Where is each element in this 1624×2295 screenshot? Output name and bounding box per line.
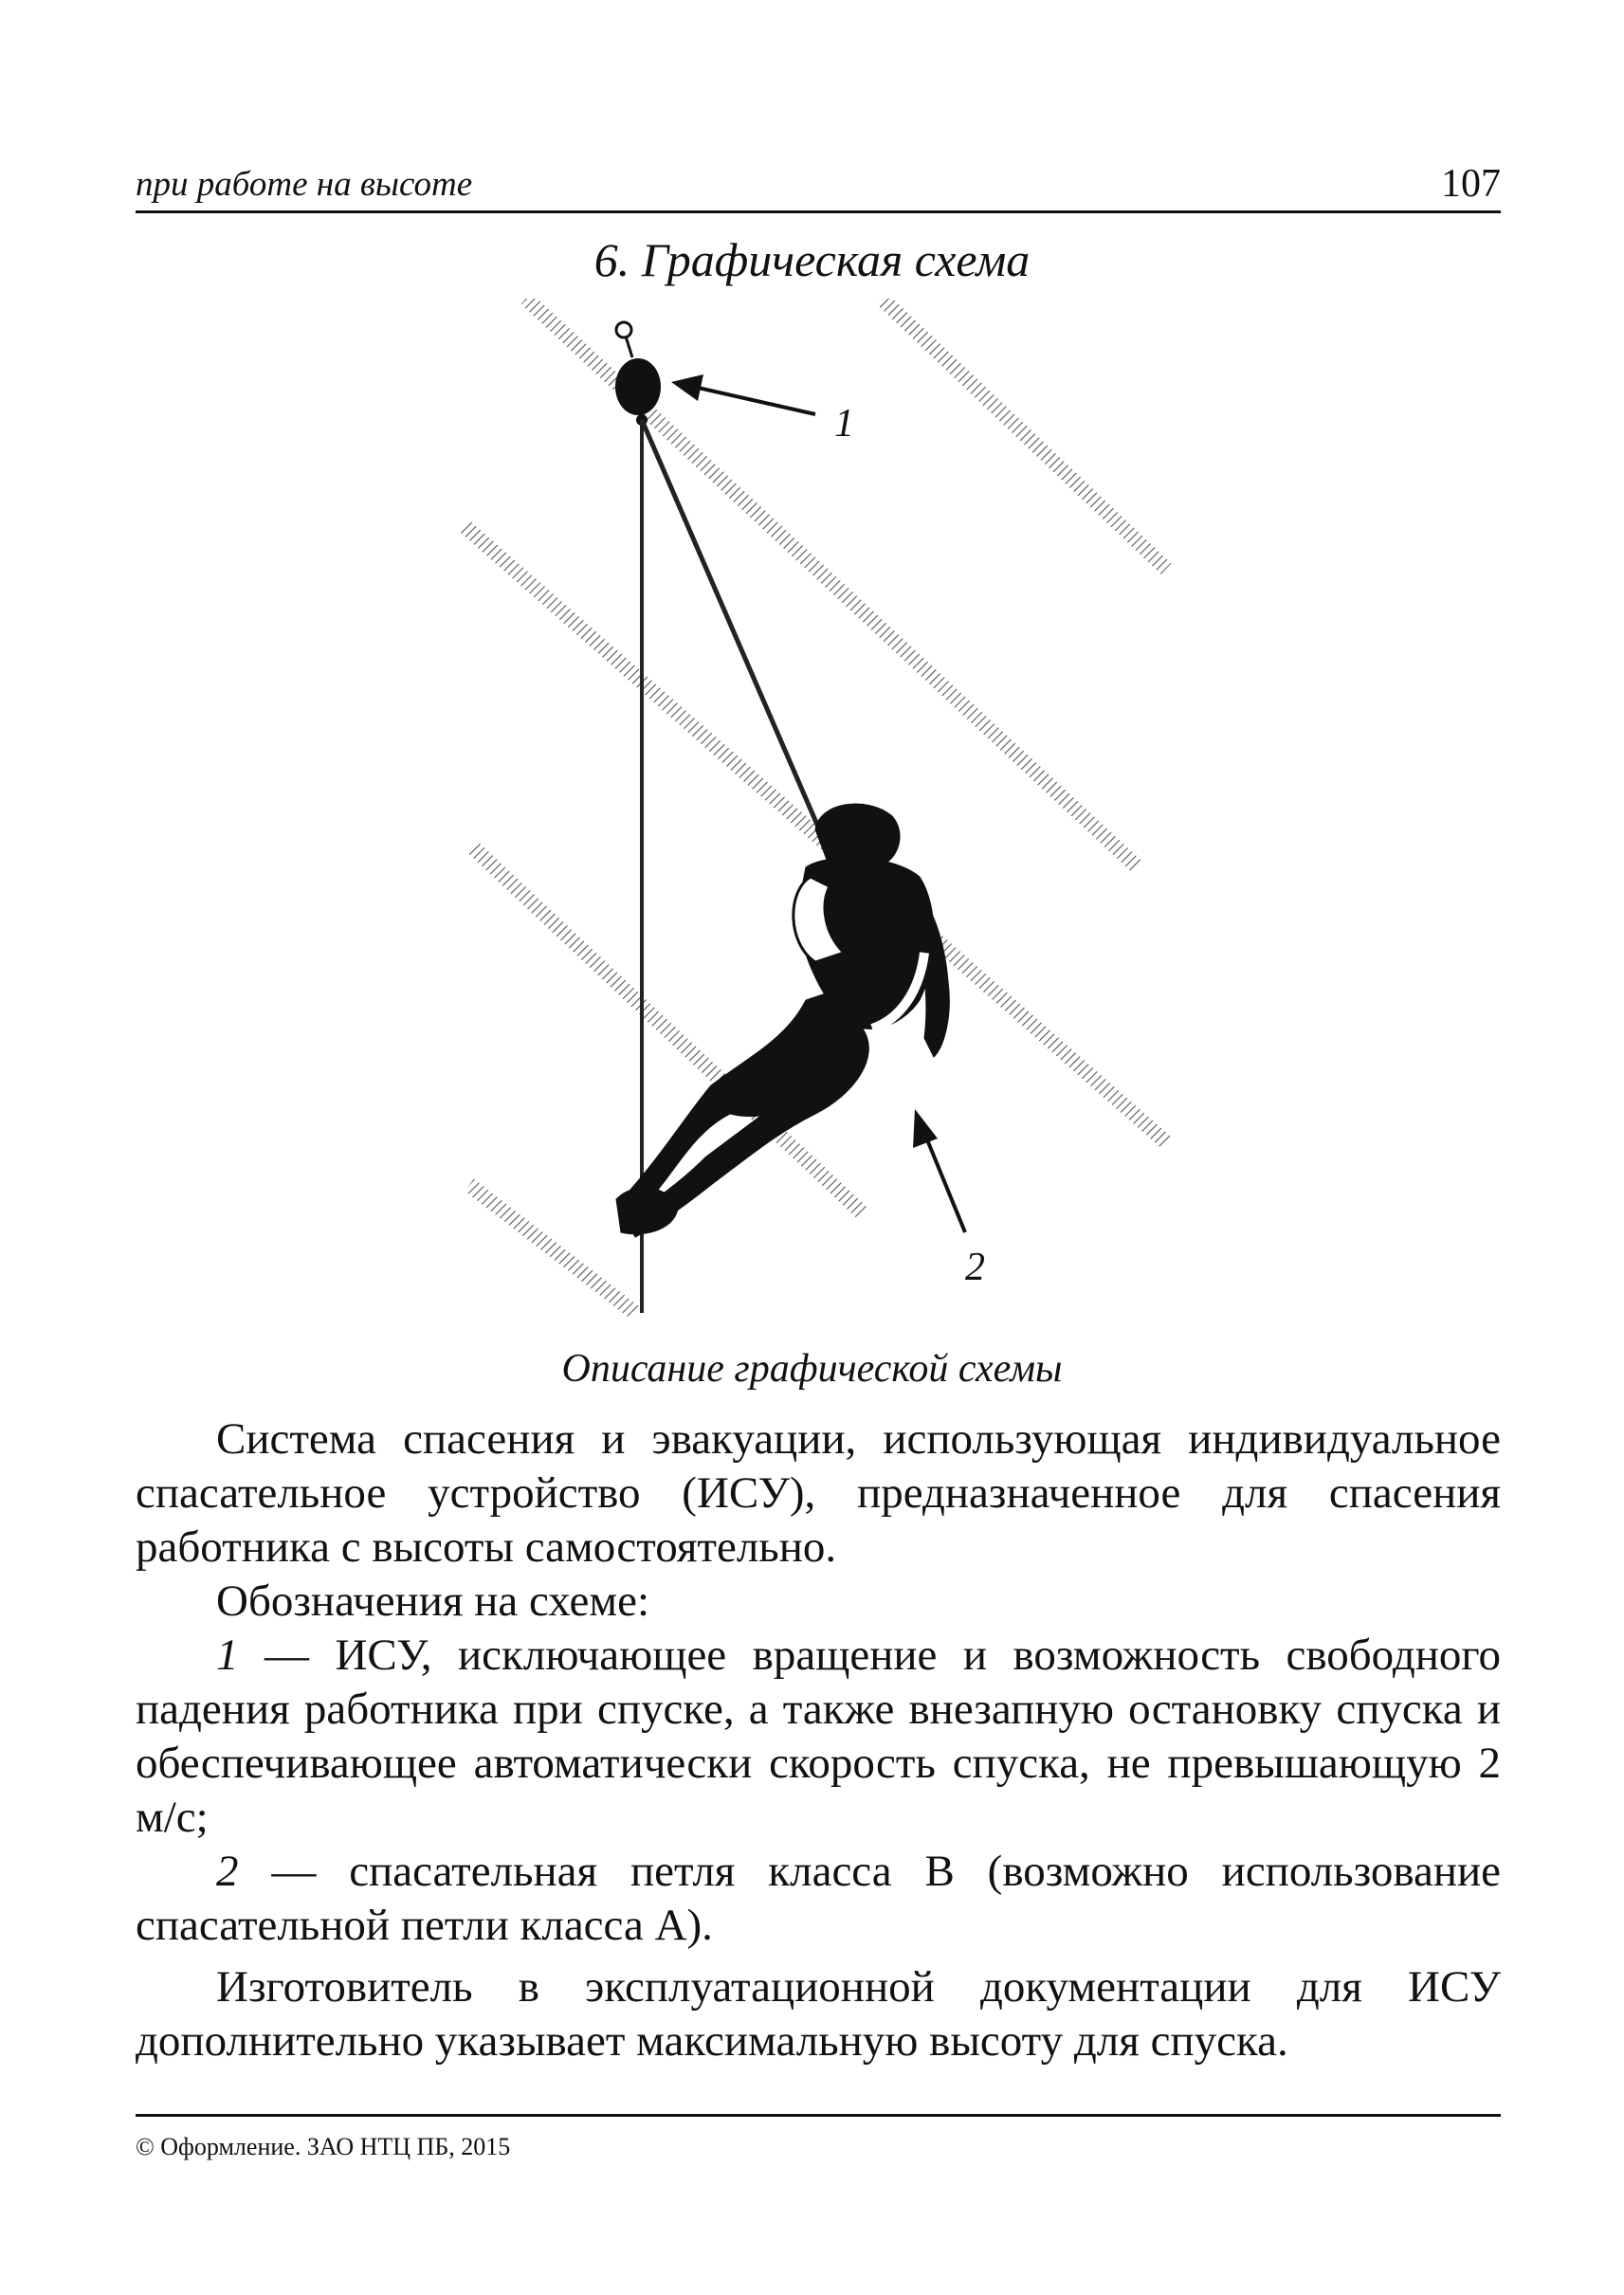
- beam-top-right: [882, 299, 1166, 569]
- beam-bottom: [469, 1185, 635, 1313]
- callout-2: [913, 1109, 985, 1289]
- anchor-link: [626, 337, 632, 357]
- rescue-scheme-illustration: [446, 299, 1204, 1318]
- legend-item-2-text: — спасательная петля класса В (возможно использование спасательной петли класса А).: [136, 1847, 1501, 1950]
- legend-item-1-text: — ИСУ, исключающее вращение и возможность свободного падения работника при спуске, а также внезапную остановку спуска и обеспечивающее автоматически скорость спуска, не превышающую 2 м/с;: [136, 1630, 1501, 1842]
- callout-2-label: 2: [965, 1246, 985, 1289]
- descent-device-body: [615, 358, 661, 415]
- callout-1: [671, 374, 854, 446]
- legend-item-1-number: 1: [216, 1630, 239, 1680]
- closing-paragraph: Изготовитель в эксплуатационной документации для ИСУ дополнительно указывает максимальную высоту для спуска.: [136, 1962, 1501, 2066]
- anchor-ring: [616, 322, 631, 337]
- callout-1-arrowhead: [671, 374, 703, 401]
- rescue-scheme-figure: [446, 299, 1204, 1318]
- footer-divider: [136, 2114, 1501, 2117]
- footer-copyright: © Оформление. ЗАО НТЦ ПБ, 2015: [136, 2133, 511, 2160]
- body-text: [136, 1412, 1501, 2068]
- running-title: при работе на высоте: [136, 165, 473, 204]
- legend-item-2: [136, 1845, 1501, 1953]
- callout-2-leader: [924, 1133, 965, 1232]
- structure-beams: [465, 299, 1166, 1313]
- callout-2-arrowhead: [913, 1109, 938, 1148]
- intro-paragraph: Система спасения и эвакуации, использующая индивидуальное спасательное устройство (ИСУ), предназначенное для спасения работника с высоты самостоятельно.: [136, 1414, 1501, 1572]
- figure-caption: Описание графической схемы: [561, 1347, 1063, 1391]
- legend-heading: Обозначения на схеме:: [216, 1576, 650, 1626]
- legend-item-2-number: 2: [216, 1847, 239, 1896]
- page-number: 107: [1441, 162, 1501, 206]
- callout-1-label: 1: [834, 402, 854, 446]
- section-title: 6. Графическая схема: [593, 233, 1031, 286]
- running-header: [136, 161, 1501, 213]
- legend-item-1: [136, 1629, 1501, 1845]
- callout-1-leader: [694, 387, 815, 414]
